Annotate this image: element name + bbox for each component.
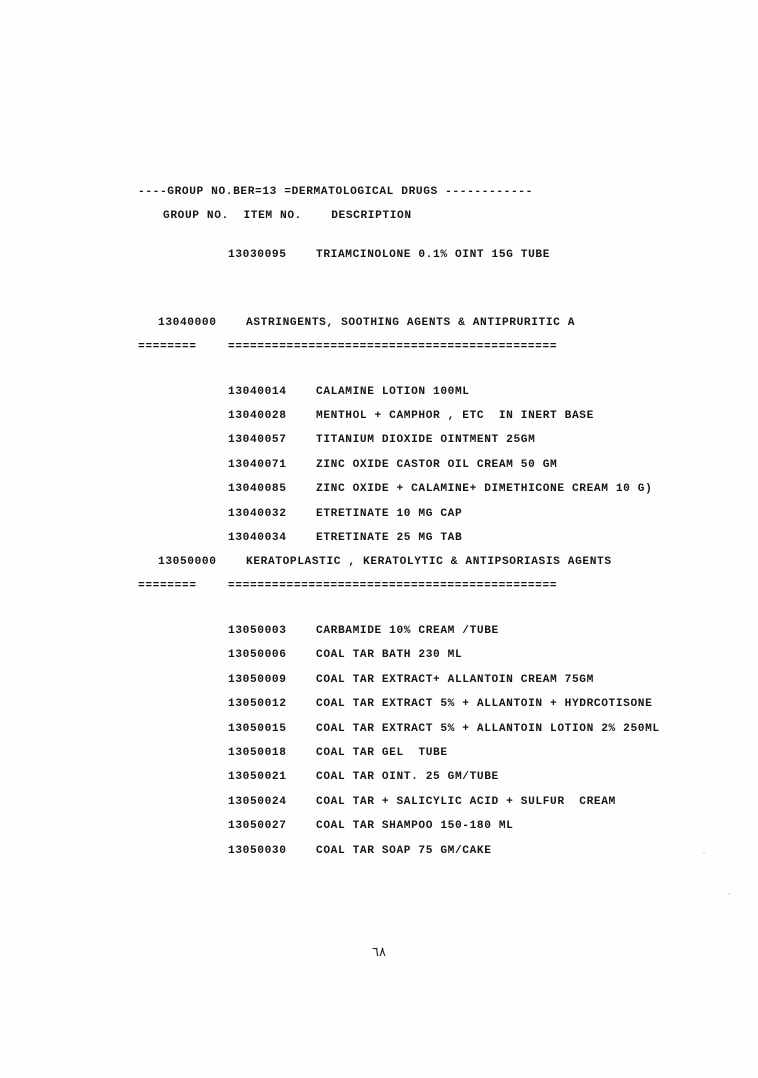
item-description: COAL TAR EXTRACT+ ALLANTOIN CREAM 75GM (316, 673, 594, 686)
list-item (0, 814, 758, 838)
item-code: 13050027 (228, 820, 287, 833)
list-item (0, 741, 758, 765)
item-description: TITANIUM DIOXIDE OINTMENT 25GM (316, 434, 536, 447)
document-body (0, 180, 758, 863)
section-rule (0, 575, 758, 597)
item-description: TRIAMCINOLONE 0.1% OINT 15G TUBE (316, 248, 551, 261)
item-code: 13040032 (228, 507, 287, 520)
item-code: 13040028 (228, 410, 287, 423)
group-title: KERATOPLASTIC , KERATOLYTIC & ANTIPSORIASIS AGENTS (246, 556, 612, 569)
item-code: 13050015 (228, 722, 287, 735)
item-description: CARBAMIDE 10% CREAM /TUBE (316, 624, 499, 637)
item-description: ETRETINATE 25 MG TAB (316, 532, 463, 545)
page-number: ٦٨ (372, 945, 386, 960)
list-item (0, 243, 758, 267)
list-item (0, 790, 758, 814)
item-description: COAL TAR EXTRACT 5% + ALLANTOIN + HYDRCOTISONE (316, 698, 653, 711)
spacer (0, 267, 758, 297)
list-item (0, 765, 758, 789)
item-description: ZINC OXIDE + CALAMINE+ DIMETHICONE CREAM 10 G) (316, 483, 653, 496)
rule-left: ======== (138, 579, 197, 592)
spacer (0, 297, 758, 311)
item-description: CALAMINE LOTION 100ML (316, 385, 470, 398)
item-code: 13040085 (228, 483, 287, 496)
item-description: MENTHOL + CAMPHOR , ETC IN INERT BASE (316, 410, 594, 423)
item-code: 13040071 (228, 458, 287, 471)
item-code: 13050024 (228, 795, 287, 808)
item-code: 13050012 (228, 698, 287, 711)
item-description: COAL TAR EXTRACT 5% + ALLANTOIN LOTION 2% 250ML (316, 722, 660, 735)
item-code: 13050030 (228, 844, 287, 857)
spacer (0, 597, 758, 619)
section-rule (0, 336, 758, 358)
group-title: ASTRINGENTS, SOOTHING AGENTS & ANTIPRURITIC A (246, 317, 576, 330)
group-banner: ----GROUP NO.BER=13 =DERMATOLOGICAL DRUGS ------------ (138, 186, 533, 198)
scan-speck (703, 852, 705, 854)
item-code: 13050003 (228, 624, 287, 637)
group-code: 13040000 (158, 317, 217, 330)
item-description: COAL TAR OINT. 25 GM/TUBE (316, 771, 499, 784)
item-description: COAL TAR SHAMPOO 150-180 ML (316, 820, 514, 833)
list-item (0, 619, 758, 643)
item-description: COAL TAR SOAP 75 GM/CAKE (316, 844, 492, 857)
list-item (0, 839, 758, 863)
list-item (0, 692, 758, 716)
column-headers: GROUP NO. ITEM NO. DESCRIPTION (163, 210, 412, 223)
item-code: 13040014 (228, 385, 287, 398)
item-code: 13030095 (228, 248, 287, 261)
list-item (0, 643, 758, 667)
item-code: 13050009 (228, 673, 287, 686)
list-item (0, 668, 758, 692)
item-description: ETRETINATE 10 MG CAP (316, 507, 463, 520)
item-description: COAL TAR + SALICYLIC ACID + SULFUR CREAM (316, 795, 616, 808)
list-item (0, 717, 758, 741)
item-code: 13040057 (228, 434, 287, 447)
list-item (0, 477, 758, 501)
rule-right: ============================================= (228, 340, 558, 353)
item-description: COAL TAR GEL TUBE (316, 746, 448, 759)
list-item (0, 428, 758, 452)
spacer (0, 358, 758, 380)
list-item (0, 453, 758, 477)
item-code: 13050021 (228, 771, 287, 784)
item-code: 13050006 (228, 649, 287, 662)
spacer (0, 229, 758, 243)
item-description: COAL TAR BATH 230 ML (316, 649, 463, 662)
group-code: 13050000 (158, 556, 217, 569)
scan-speck (728, 893, 730, 895)
rule-left: ======== (138, 340, 197, 353)
list-item (0, 380, 758, 404)
section-heading (0, 311, 758, 335)
item-code: 13040034 (228, 532, 287, 545)
item-code: 13050018 (228, 746, 287, 759)
rule-right: ============================================= (228, 579, 558, 592)
item-description: ZINC OXIDE CASTOR OIL CREAM 50 GM (316, 458, 558, 471)
list-item (0, 526, 758, 550)
list-item (0, 404, 758, 428)
list-item (0, 502, 758, 526)
section-heading (0, 550, 758, 574)
